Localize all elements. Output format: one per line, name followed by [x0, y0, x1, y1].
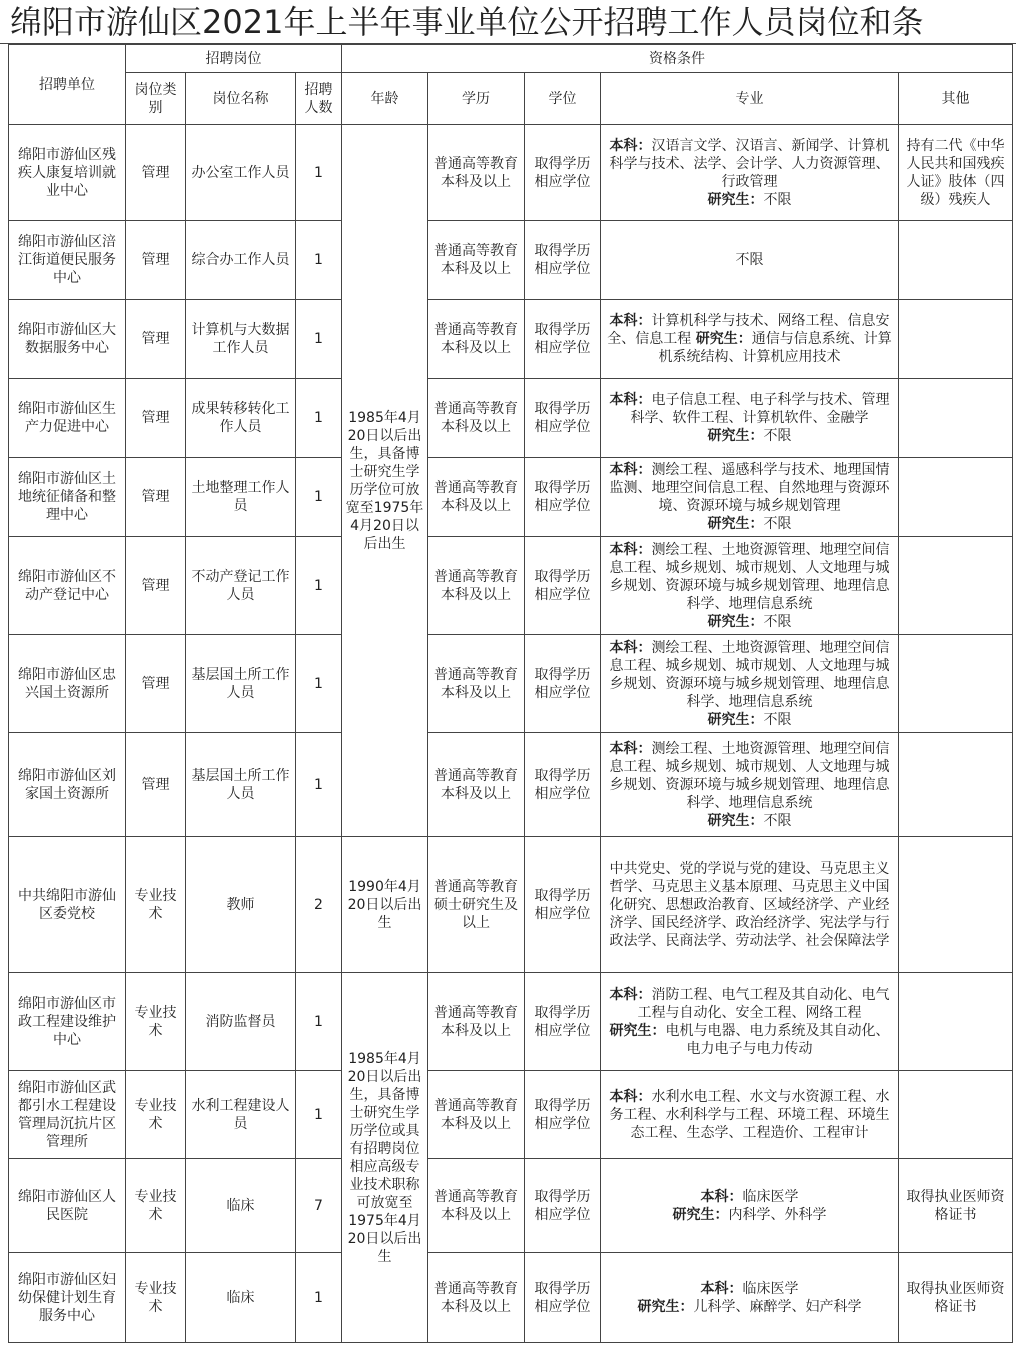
other-cell: 持有二代《中华人民共和国残疾人证》肢体（四级）残疾人 [899, 125, 1013, 221]
education-cell: 普通高等教育本科及以上 [428, 458, 525, 537]
major-cell [601, 733, 899, 837]
post-type-cell: 管理 [126, 458, 186, 537]
graduate-majors: 不限 [763, 516, 792, 532]
age-cell: 1985年4月20日以后出生，具备博士研究生学历学位可放宽至1975年4月20日以后出生 [342, 125, 428, 837]
unit-cell: 绵阳市游仙区妇幼保健计划生育服务中心 [9, 1253, 126, 1343]
education-cell: 普通高等教育本科及以上 [428, 221, 525, 300]
post-name-cell: 计算机与大数据工作人员 [186, 300, 296, 379]
undergrad-label: 本科： [609, 541, 652, 558]
post-type-cell: 管理 [126, 125, 186, 221]
post-name-cell: 不动产登记工作人员 [186, 537, 296, 635]
undergrad-majors: 临床医学 [742, 1280, 799, 1297]
header-qualification-group: 资格条件 [342, 45, 1013, 73]
education-cell: 普通高等教育本科及以上 [428, 1253, 525, 1343]
unit-cell: 绵阳市游仙区残疾人康复培训就业中心 [9, 125, 126, 221]
education-cell: 普通高等教育硕士研究生及以上 [428, 837, 525, 973]
undergrad-majors: 测绘工程、土地资源管理、地理空间信息工程、城乡规划、城市规划、人文地理与城乡规划、资源环境与城乡规划管理、地理信息科学、地理信息系统 [609, 541, 890, 612]
education-cell: 普通高等教育本科及以上 [428, 973, 525, 1071]
graduate-majors: 不限 [763, 191, 792, 208]
graduate-majors: 不限 [763, 711, 792, 728]
other-cell [899, 537, 1013, 635]
other-cell [899, 733, 1013, 837]
table-row [9, 537, 1013, 635]
major-cell [601, 1253, 899, 1343]
header-degree: 学位 [525, 73, 601, 125]
other-cell: 取得执业医师资格证书 [899, 1159, 1013, 1253]
header-unit: 招聘单位 [9, 45, 126, 125]
education-cell: 普通高等教育本科及以上 [428, 300, 525, 379]
undergrad-majors: 临床医学 [742, 1188, 799, 1205]
table-row [9, 300, 1013, 379]
table-row [9, 733, 1013, 837]
post-type-cell: 管理 [126, 635, 186, 733]
table-row [9, 458, 1013, 537]
post-name-cell: 基层国土所工作人员 [186, 635, 296, 733]
major-cell [601, 635, 899, 733]
count-cell: 1 [296, 300, 342, 379]
other-cell [899, 973, 1013, 1071]
undergrad-label: 本科： [700, 1280, 743, 1297]
graduate-label: 研究生： [609, 1022, 666, 1039]
undergrad-label: 本科： [609, 740, 652, 757]
graduate-label: 研究生： [672, 1206, 729, 1223]
table-row [9, 125, 1013, 221]
major-cell [601, 125, 899, 221]
graduate-label: 研究生： [695, 331, 752, 347]
count-cell: 1 [296, 733, 342, 837]
graduate-label: 研究生： [707, 711, 764, 728]
count-cell: 1 [296, 973, 342, 1071]
graduate-majors: 不限 [763, 613, 792, 630]
post-type-cell: 专业技术 [126, 837, 186, 973]
post-type-cell: 管理 [126, 221, 186, 300]
count-cell: 1 [296, 379, 342, 458]
other-cell [899, 221, 1013, 300]
unit-cell: 绵阳市游仙区刘家国土资源所 [9, 733, 126, 837]
other-cell [899, 379, 1013, 458]
count-cell: 1 [296, 458, 342, 537]
unit-cell: 中共绵阳市游仙区委党校 [9, 837, 126, 973]
degree-cell: 取得学历相应学位 [525, 1159, 601, 1253]
major-cell [601, 973, 899, 1071]
undergrad-majors: 电子信息工程、电子科学与技术、管理科学、软件工程、计算机软件、金融学 [630, 392, 890, 426]
post-name-cell: 综合办工作人员 [186, 221, 296, 300]
education-cell: 普通高等教育本科及以上 [428, 1159, 525, 1253]
post-type-cell: 管理 [126, 379, 186, 458]
degree-cell: 取得学历相应学位 [525, 837, 601, 973]
undergrad-majors: 汉语言文学、汉语言、新闻学、计算机科学与技术、法学、会计学、人力资源管理、行政管理 [609, 137, 890, 190]
degree-cell: 取得学历相应学位 [525, 125, 601, 221]
other-cell [899, 300, 1013, 379]
count-cell: 1 [296, 635, 342, 733]
degree-cell: 取得学历相应学位 [525, 733, 601, 837]
post-name-cell: 临床 [186, 1159, 296, 1253]
undergrad-label: 本科： [609, 313, 652, 329]
education-cell: 普通高等教育本科及以上 [428, 537, 525, 635]
graduate-majors: 儿科学、麻醉学、妇产科学 [693, 1298, 862, 1315]
post-name-cell: 办公室工作人员 [186, 125, 296, 221]
post-type-cell: 管理 [126, 537, 186, 635]
count-cell: 1 [296, 1253, 342, 1343]
post-name-cell: 消防监督员 [186, 973, 296, 1071]
other-cell [899, 1071, 1013, 1159]
post-name-cell: 基层国土所工作人员 [186, 733, 296, 837]
table-row [9, 1159, 1013, 1253]
table-row [9, 837, 1013, 973]
header-count: 招聘人数 [296, 73, 342, 125]
degree-cell: 取得学历相应学位 [525, 537, 601, 635]
major-cell: 中共党史、党的学说与党的建设、马克思主义哲学、马克思主义基本原理、马克思主义中国化研究、思想政治教育、区域经济学、产业经济学、国民经济学、政治经济学、宪法学与行政法学、民商法学、劳动法学、社会保障法学 [601, 837, 899, 973]
page-title: 绵阳市游仙区2021年上半年事业单位公开招聘工作人员岗位和条 [0, 0, 1016, 44]
count-cell: 1 [296, 1071, 342, 1159]
major-cell: 不限 [601, 221, 899, 300]
undergrad-label: 本科： [609, 462, 652, 478]
post-type-cell: 专业技术 [126, 1071, 186, 1159]
header-other: 其他 [899, 73, 1013, 125]
other-cell [899, 837, 1013, 973]
major-cell [601, 537, 899, 635]
graduate-majors: 不限 [763, 428, 792, 444]
undergrad-majors: 消防工程、电气工程及其自动化、电气工程与自动化、安全工程、网络工程 [637, 986, 890, 1021]
degree-cell: 取得学历相应学位 [525, 1071, 601, 1159]
header-age: 年龄 [342, 73, 428, 125]
post-type-cell: 专业技术 [126, 973, 186, 1071]
undergrad-majors: 水利水电工程、水文与水资源工程、水务工程、水利科学与工程、环境工程、环境生态工程、生态学、工程造价、工程审计 [609, 1088, 890, 1141]
unit-cell: 绵阳市游仙区市政工程建设维护中心 [9, 973, 126, 1071]
post-type-cell: 管理 [126, 733, 186, 837]
undergrad-label: 本科： [609, 986, 652, 1003]
education-cell: 普通高等教育本科及以上 [428, 379, 525, 458]
major-cell [601, 300, 899, 379]
table-row [9, 973, 1013, 1071]
post-type-cell: 专业技术 [126, 1159, 186, 1253]
recruitment-table [8, 44, 1013, 1343]
degree-cell: 取得学历相应学位 [525, 379, 601, 458]
unit-cell: 绵阳市游仙区人民医院 [9, 1159, 126, 1253]
graduate-label: 研究生： [707, 613, 764, 630]
count-cell: 7 [296, 1159, 342, 1253]
count-cell: 2 [296, 837, 342, 973]
undergrad-majors: 计算机科学与技术、网络工程、信息安全、信息工程 [607, 313, 890, 347]
other-cell: 取得执业医师资格证书 [899, 1253, 1013, 1343]
table-row [9, 635, 1013, 733]
graduate-label: 研究生： [637, 1298, 694, 1315]
unit-cell: 绵阳市游仙区大数据服务中心 [9, 300, 126, 379]
unit-cell: 绵阳市游仙区武都引水工程建设管理局沉抗片区管理所 [9, 1071, 126, 1159]
major-cell [601, 458, 899, 537]
education-cell: 普通高等教育本科及以上 [428, 635, 525, 733]
undergrad-majors: 测绘工程、土地资源管理、地理空间信息工程、城乡规划、城市规划、人文地理与城乡规划、资源环境与城乡规划管理、地理信息科学、地理信息系统 [609, 639, 890, 710]
table-row [9, 221, 1013, 300]
post-type-cell: 专业技术 [126, 1253, 186, 1343]
count-cell: 1 [296, 537, 342, 635]
graduate-label: 研究生： [707, 191, 764, 208]
graduate-label: 研究生： [707, 428, 764, 444]
header-post-group: 招聘岗位 [126, 45, 342, 73]
post-name-cell: 临床 [186, 1253, 296, 1343]
degree-cell: 取得学历相应学位 [525, 973, 601, 1071]
header-post-type: 岗位类别 [126, 73, 186, 125]
table-row [9, 1253, 1013, 1343]
post-name-cell: 土地整理工作人员 [186, 458, 296, 537]
count-cell: 1 [296, 221, 342, 300]
post-name-cell: 水利工程建设人员 [186, 1071, 296, 1159]
degree-cell: 取得学历相应学位 [525, 300, 601, 379]
graduate-label: 研究生： [707, 516, 764, 532]
age-cell: 1990年4月20日以后出生 [342, 837, 428, 973]
other-cell [899, 458, 1013, 537]
age-cell: 1985年4月20日以后出生，具备博士研究生学历学位或具有招聘岗位相应高级专业技术职称可放宽至1975年4月20日以后出生 [342, 973, 428, 1343]
header-education: 学历 [428, 73, 525, 125]
post-name-cell: 教师 [186, 837, 296, 973]
header-post-name: 岗位名称 [186, 73, 296, 125]
degree-cell: 取得学历相应学位 [525, 1253, 601, 1343]
graduate-majors: 通信与信息系统、计算机系统结构、计算机应用技术 [658, 331, 892, 365]
post-name-cell: 成果转移转化工作人员 [186, 379, 296, 458]
graduate-majors: 电机与电器、电力系统及其自动化、电力电子与电力传动 [665, 1022, 890, 1057]
undergrad-label: 本科： [609, 392, 652, 408]
major-cell [601, 1071, 899, 1159]
undergrad-majors: 测绘工程、土地资源管理、地理空间信息工程、城乡规划、城市规划、人文地理与城乡规划、资源环境与城乡规划管理、地理信息科学、地理信息系统 [609, 740, 890, 811]
graduate-majors: 不限 [763, 812, 792, 829]
undergrad-label: 本科： [700, 1188, 743, 1205]
post-type-cell: 管理 [126, 300, 186, 379]
education-cell: 普通高等教育本科及以上 [428, 733, 525, 837]
other-cell [899, 635, 1013, 733]
degree-cell: 取得学历相应学位 [525, 635, 601, 733]
graduate-label: 研究生： [707, 812, 764, 829]
undergrad-label: 本科： [609, 639, 652, 656]
undergrad-majors: 测绘工程、遥感科学与技术、地理国情监测、地理空间信息工程、自然地理与资源环境、资源环境与城乡规划管理 [609, 462, 890, 514]
degree-cell: 取得学历相应学位 [525, 458, 601, 537]
major-cell [601, 379, 899, 458]
unit-cell: 绵阳市游仙区忠兴国土资源所 [9, 635, 126, 733]
graduate-majors: 内科学、外科学 [728, 1206, 827, 1223]
undergrad-label: 本科： [609, 137, 652, 154]
unit-cell: 绵阳市游仙区土地统征储备和整理中心 [9, 458, 126, 537]
header-major: 专业 [601, 73, 899, 125]
unit-cell: 绵阳市游仙区生产力促进中心 [9, 379, 126, 458]
count-cell: 1 [296, 125, 342, 221]
table-row [9, 1071, 1013, 1159]
major-cell [601, 1159, 899, 1253]
unit-cell: 绵阳市游仙区不动产登记中心 [9, 537, 126, 635]
education-cell: 普通高等教育本科及以上 [428, 1071, 525, 1159]
degree-cell: 取得学历相应学位 [525, 221, 601, 300]
undergrad-label: 本科： [609, 1088, 652, 1105]
table-row [9, 379, 1013, 458]
education-cell: 普通高等教育本科及以上 [428, 125, 525, 221]
unit-cell: 绵阳市游仙区涪江街道便民服务中心 [9, 221, 126, 300]
